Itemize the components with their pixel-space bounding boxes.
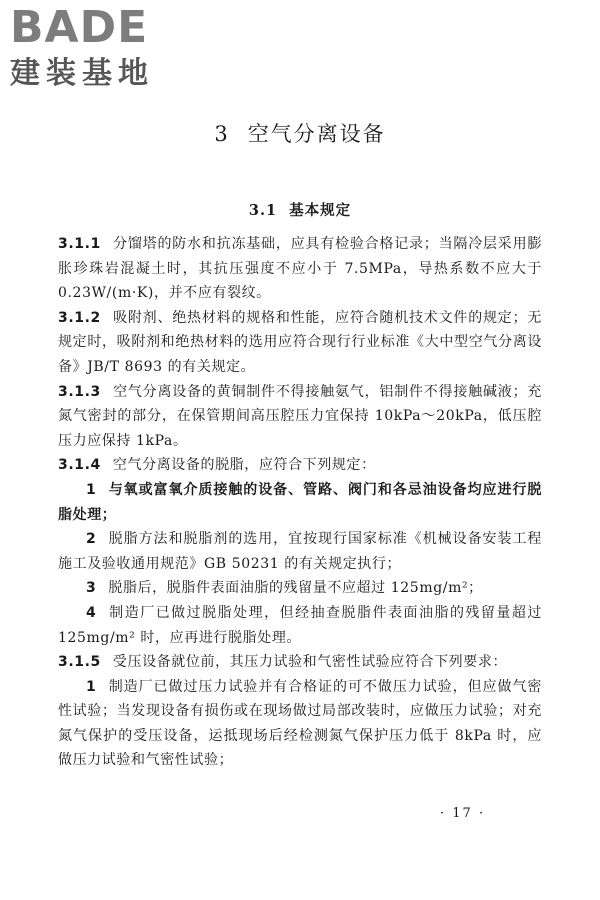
logo-subtitle: 建装基地 <box>10 56 154 91</box>
brand-logo <box>10 4 180 92</box>
page-number: · 17 · <box>440 806 486 821</box>
clause-number: 3.1.2 <box>58 309 101 326</box>
clause-text: 空气分离设备的脱脂，应符合下列规定： <box>112 457 376 474</box>
clause-text: 空气分离设备的黄铜制件不得接触氨气，铝制件不得接触碱液；充氮气密封的部分，在保管期间高压腔压力宜保持 10kPa～20kPa，低压腔压力应保持 1kPa。 <box>58 383 542 449</box>
item-text: 与氧或富氧介质接触的设备、管路、阀门和各忌油设备均应进行脱脂处理； <box>58 481 542 523</box>
item-number: 3 <box>86 580 97 597</box>
document-body <box>58 232 542 773</box>
item-number: 4 <box>86 604 97 621</box>
clause-number: 3.1.5 <box>58 654 101 671</box>
clause-text: 受压设备就位前，其压力试验和气密性试验应符合下列要求： <box>112 654 508 671</box>
clause-number: 3.1.3 <box>58 383 101 400</box>
clause-item <box>58 601 542 650</box>
chapter-title-text: 空气分离设备 <box>247 122 386 146</box>
clause-item <box>58 478 542 527</box>
logo-wordmark: BADE <box>10 2 149 53</box>
clause-3-1-2 <box>58 306 542 380</box>
item-text: 脱脂方法和脱脂剂的选用，宜按现行国家标准《机械设备安装工程施工及验收通用规范》GB 50231 的有关规定执行； <box>58 531 542 572</box>
section-number: 3.1 <box>248 202 278 219</box>
item-number: 2 <box>86 531 97 548</box>
item-text: 制造厂已做过脱脂处理，但经抽查脱脂件表面油脂的残留量超过 125mg/m² 时，应再进行脱脂处理。 <box>58 604 542 646</box>
item-text: 制造厂已做过压力试验并有合格证的可不做压力试验，但应做气密性试验；当发现设备有损伤或在现场做过局部改装时，应做压力试验；对充氮气保护的受压设备，运抵现场后经检测氮气保护压力低于 8kPa 时，应做压力试验和气密性试验； <box>58 678 542 769</box>
clause-3-1-5 <box>58 650 542 675</box>
clause-item <box>58 675 542 773</box>
item-text: 脱脂后，脱脂件表面油脂的残留量不应超过 125mg/m²； <box>108 580 483 597</box>
clause-number: 3.1.1 <box>58 236 101 252</box>
clause-number: 3.1.4 <box>58 457 101 474</box>
item-number: 1 <box>86 481 97 498</box>
chapter-heading <box>0 118 600 148</box>
section-heading <box>0 199 600 220</box>
clause-3-1-4 <box>58 453 542 478</box>
item-number: 1 <box>86 678 97 695</box>
clause-text: 吸附剂、绝热材料的规格和性能，应符合随机技术文件的规定；无规定时，吸附剂和绝热材料的选用应符合现行行业标准《大中型空气分离设备》JB/T 8693 的有关规定。 <box>58 309 542 375</box>
section-title-text: 基本规定 <box>289 202 352 219</box>
chapter-number: 3 <box>214 122 230 146</box>
clause-item <box>58 576 542 601</box>
clause-3-1-3 <box>58 380 542 454</box>
clause-item <box>58 527 542 576</box>
clause-3-1-1 <box>58 232 542 306</box>
clause-text: 分馏塔的防水和抗冻基础，应具有检验合格记录；当隔冷层采用膨胀珍珠岩混凝土时，其抗压强度不应小于 7.5MPa，导热系数不应大于 0.23W/(m·K)，并不应有裂纹。 <box>58 236 542 302</box>
